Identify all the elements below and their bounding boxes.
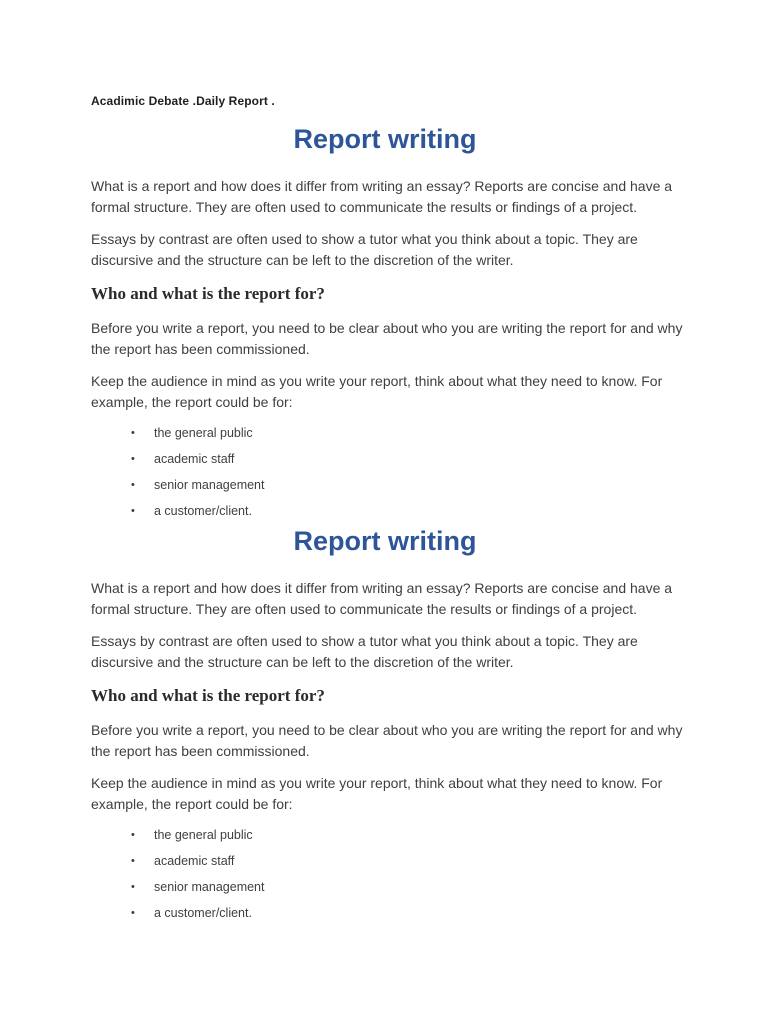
intro-paragraph: What is a report and how does it differ from writing an essay? Reports are concise and have a formal structure. They are often used to communicate the results or findings of a project. [91,580,673,617]
report-section-1 [91,123,691,528]
list-item: • senior management [131,478,265,492]
list-item: • a customer/client. [131,906,252,920]
audience-list [91,424,691,528]
essays-paragraph: Essays by contrast are often used to show a tutor what you think about a topic. They are discursive and the structure can be left to the discretion of the writer. [91,633,638,670]
section-title: Report writing [293,526,477,556]
section-subheading: Who and what is the report for? [91,686,325,705]
list-item: • the general public [131,828,253,842]
before-paragraph: Before you write a report, you need to be clear about who you are writing the report for and why the report has been commissioned. [91,722,683,759]
section-title: Report writing [293,124,477,154]
list-item: • academic staff [131,452,235,466]
essays-paragraph: Essays by contrast are often used to show a tutor what you think about a topic. They are discursive and the structure can be left to the discretion of the writer. [91,231,638,268]
bullet-icon: • [131,453,135,465]
section-subheading: Who and what is the report for? [91,284,325,303]
list-item: • the general public [131,426,253,440]
bullet-icon: • [131,829,135,841]
report-section-2 [91,525,691,930]
bullet-icon: • [131,881,135,893]
bullet-icon: • [131,907,135,919]
bullet-icon: • [131,427,135,439]
list-item: • senior management [131,880,265,894]
intro-paragraph: What is a report and how does it differ from writing an essay? Reports are concise and have a formal structure. They are often used to communicate the results or findings of a project. [91,178,673,215]
document-header-note: Acadimic Debate .Daily Report . [91,94,275,108]
audience-paragraph: Keep the audience in mind as you write your report, think about what they need to know. For example, the report could be for: [91,373,663,410]
bullet-icon: • [131,505,135,517]
list-item: • academic staff [131,854,235,868]
list-item: • a customer/client. [131,504,252,518]
audience-paragraph: Keep the audience in mind as you write your report, think about what they need to know. For example, the report could be for: [91,775,663,812]
bullet-icon: • [131,855,135,867]
bullet-icon: • [131,479,135,491]
before-paragraph: Before you write a report, you need to be clear about who you are writing the report for and why the report has been commissioned. [91,320,683,357]
audience-list [91,826,691,930]
